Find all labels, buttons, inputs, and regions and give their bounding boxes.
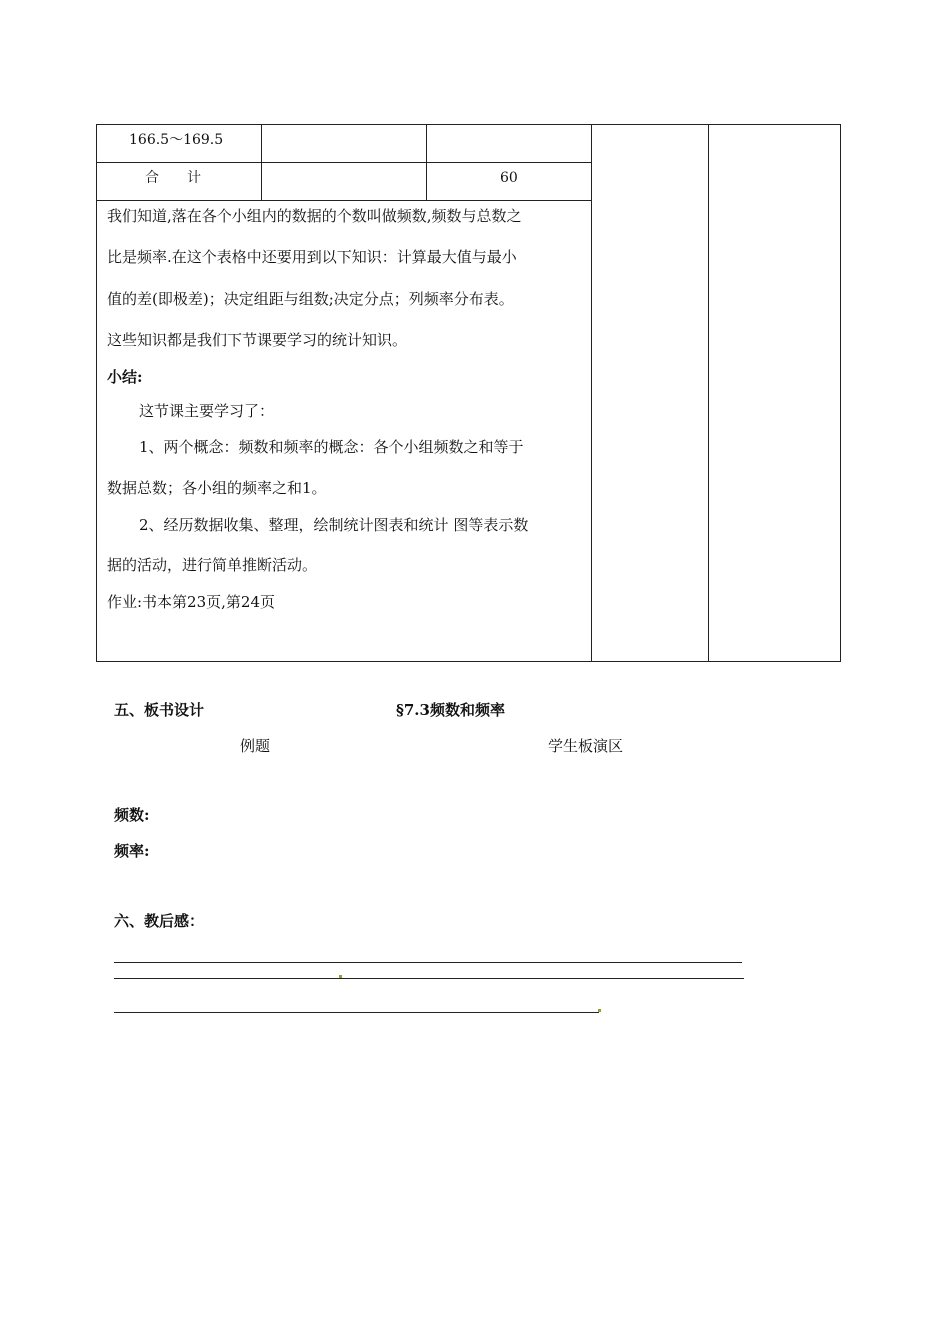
total-count: 60 xyxy=(500,170,518,186)
frequency-count-label: 频数: xyxy=(114,806,150,824)
col-divider-3 xyxy=(591,125,592,661)
point1-line2: 数据总数；各小组的频率之和1。 xyxy=(107,479,327,497)
paragraph-line-3: 值的差(即极差)；决定组距与组数;决定分点；列频率分布表。 xyxy=(107,290,514,308)
reflection-heading: 六、教后感： xyxy=(114,912,205,930)
col-divider-4 xyxy=(708,125,709,661)
decorative-dot xyxy=(598,1009,601,1012)
reflection-line-1 xyxy=(114,962,742,963)
reflection-line-3 xyxy=(114,1012,599,1013)
point1-line1: 1、两个概念：频数和频率的概念：各个小组频数之和等于 xyxy=(139,438,524,456)
board-title: §7.3频数和频率 xyxy=(396,701,505,719)
total-label: 合 计 xyxy=(145,170,201,186)
paragraph-line-4: 这些知识都是我们下节课要学习的统计知识。 xyxy=(107,331,408,349)
homework-text: 作业:书本第23页,第24页 xyxy=(107,593,275,611)
board-design-heading: 五、板书设计 xyxy=(114,701,205,719)
lesson-table xyxy=(96,124,841,662)
paragraph-line-2: 比是频率.在这个表格中还要用到以下知识：计算最大值与最小 xyxy=(107,248,517,266)
row-divider-1 xyxy=(97,162,591,163)
summary-intro: 这节课主要学习了： xyxy=(139,402,275,420)
paragraph-line-1: 我们知道,落在各个小组内的数据的个数叫做频数,频数与总数之 xyxy=(107,207,522,225)
frequency-rate-label: 频率: xyxy=(114,842,150,860)
point2-line1: 2、经历数据收集、整理，绘制统计图表和统计 图等表示数 xyxy=(139,516,529,534)
example-label: 例题 xyxy=(240,737,271,755)
student-area-label: 学生板演区 xyxy=(548,737,624,755)
point2-line2: 据的活动，进行简单推断活动。 xyxy=(107,556,318,574)
summary-title: 小结: xyxy=(107,368,143,386)
row-divider-2 xyxy=(97,200,591,201)
reflection-line-2 xyxy=(114,978,744,979)
decorative-dot xyxy=(339,975,342,978)
interval-cell: 166.5～169.5 xyxy=(129,132,224,148)
